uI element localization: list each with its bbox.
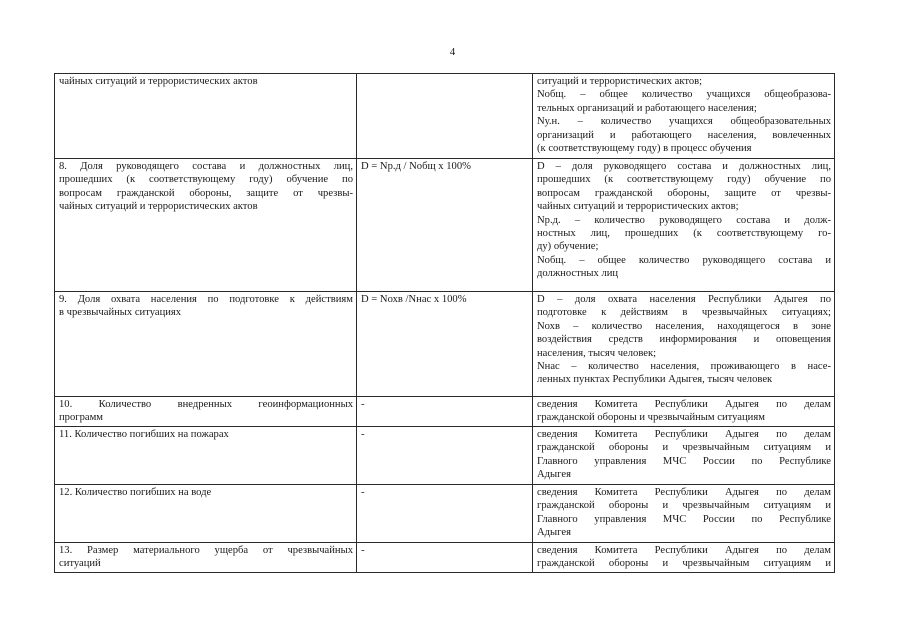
cell-line: Главного управления МЧС России по Республике bbox=[537, 455, 831, 467]
formula-cell: D = Nохв /Nнас х 100% bbox=[357, 292, 533, 397]
table-row bbox=[55, 427, 835, 485]
formula-cell: - bbox=[357, 485, 533, 543]
cell-line: воздействия средств информирования и оповещения bbox=[537, 334, 831, 346]
cell-line: ситуаций и террористических актов; bbox=[537, 76, 703, 87]
cell-line: прошедших (к соответствующему году) обучение по bbox=[537, 174, 831, 186]
cell-line: населения, тысяч человек; bbox=[537, 347, 657, 359]
cell-line: сведения Комитета Республики Адыгея по делам bbox=[537, 399, 831, 410]
cell-line: подготовке к действиям в чрезвычайных ситуациях; bbox=[537, 307, 831, 319]
cell-line: вопросам гражданской обороны, защите от чрезвы- bbox=[537, 187, 831, 199]
description-cell bbox=[533, 427, 835, 485]
cell-line: сведения Комитета Республики Адыгея по делам bbox=[537, 429, 831, 440]
cell-line: тельных организаций и работающего населения; bbox=[537, 102, 757, 114]
cell-line: вопросам гражданской обороны, защите от чрезвы- bbox=[59, 187, 353, 199]
description-cell bbox=[533, 292, 835, 397]
cell-line: ду) обучение; bbox=[537, 241, 599, 253]
cell-line: Nохв – количество населения, находящегося в зоне bbox=[537, 320, 831, 332]
formula-cell: - bbox=[357, 543, 533, 573]
table-row bbox=[55, 485, 835, 543]
cell-line: чайных ситуаций и террористических актов bbox=[59, 201, 258, 213]
cell-line: прошедших (к соответствующему году) обучение по bbox=[59, 174, 353, 186]
cell-line: ленных пунктах Республики Адыгея, тысяч человек bbox=[537, 374, 773, 386]
cell-line: должностных лиц bbox=[537, 268, 619, 280]
cell-line: 11. Количество погибших на пожарах bbox=[59, 429, 229, 440]
description-cell bbox=[533, 397, 835, 427]
table-row bbox=[55, 74, 835, 159]
cell-line: чайных ситуаций и террористических актов; bbox=[537, 201, 739, 213]
formula-cell: - bbox=[357, 427, 533, 485]
cell-line: гражданской обороны и чрезвычайным ситуациям bbox=[537, 412, 765, 424]
formula-cell bbox=[357, 74, 533, 159]
cell-line: (к соответствующему году) в процесс обучения bbox=[537, 143, 752, 155]
description-cell bbox=[533, 543, 835, 573]
indicator-name-cell bbox=[55, 397, 357, 427]
cell-line: Адыгея bbox=[537, 469, 571, 481]
indicator-name-cell bbox=[55, 485, 357, 543]
cell-line: 8. Доля руководящего состава и должностных лиц, bbox=[59, 161, 353, 172]
page-number: 4 bbox=[449, 46, 456, 58]
formula-cell: - bbox=[357, 397, 533, 427]
cell-line: сведения Комитета Республики Адыгея по делам bbox=[537, 487, 831, 498]
cell-line: Адыгея bbox=[537, 527, 571, 539]
cell-line: ностных лиц, прошедших (к соответствующему го- bbox=[537, 228, 831, 240]
description-cell bbox=[533, 74, 835, 159]
indicator-name-cell bbox=[55, 74, 357, 159]
cell-line: чайных ситуаций и террористических актов bbox=[59, 76, 258, 87]
cell-line: Nнас – количество населения, проживающего в насе- bbox=[537, 361, 831, 373]
cell-line: Nобщ. – общее количество учащихся общеобразова- bbox=[537, 89, 831, 101]
description-cell bbox=[533, 485, 835, 543]
cell-line: ситуаций bbox=[59, 558, 101, 570]
indicator-table bbox=[54, 73, 835, 573]
cell-line: 10. Количество внедренных геоинформационных bbox=[59, 399, 353, 410]
cell-line: гражданской обороны и чрезвычайным ситуациям и bbox=[537, 442, 831, 454]
cell-line: D – доля охвата населения Республики Адыгея по bbox=[537, 294, 831, 305]
cell-line: гражданской обороны и чрезвычайным ситуациям и bbox=[537, 500, 831, 512]
cell-line: 12. Количество погибших на воде bbox=[59, 487, 212, 498]
cell-line: Nу.н. – количество учащихся общеобразовательных bbox=[537, 116, 831, 128]
indicator-name-cell bbox=[55, 292, 357, 397]
table-row bbox=[55, 397, 835, 427]
cell-line: 13. Размер материального ущерба от чрезвычайных bbox=[59, 545, 353, 556]
cell-line: сведения Комитета Республики Адыгея по делам bbox=[537, 545, 831, 556]
cell-line: D – доля руководящего состава и должностных лиц, bbox=[537, 161, 831, 172]
cell-line: организаций и работающего населения, вовлеченных bbox=[537, 129, 831, 141]
indicator-name-cell bbox=[55, 543, 357, 573]
cell-line: Nр.д. – количество руководящего состава и долж- bbox=[537, 214, 831, 226]
cell-line: программ bbox=[59, 412, 104, 424]
cell-line: гражданской обороны и чрезвычайным ситуациям и bbox=[537, 558, 831, 570]
cell-line: в чрезвычайных ситуациях bbox=[59, 307, 182, 319]
formula-cell: D = Nр.д / Nобщ х 100% bbox=[357, 159, 533, 292]
indicator-name-cell bbox=[55, 159, 357, 292]
cell-line: Главного управления МЧС России по Республике bbox=[537, 513, 831, 525]
table-row bbox=[55, 292, 835, 397]
indicator-name-cell bbox=[55, 427, 357, 485]
cell-line: 9. Доля охвата населения по подготовке к действиям bbox=[59, 294, 353, 305]
table-row bbox=[55, 543, 835, 573]
table-row bbox=[55, 159, 835, 292]
description-cell bbox=[533, 159, 835, 292]
cell-line: Nобщ. – общее количество руководящего состава и bbox=[537, 254, 831, 266]
